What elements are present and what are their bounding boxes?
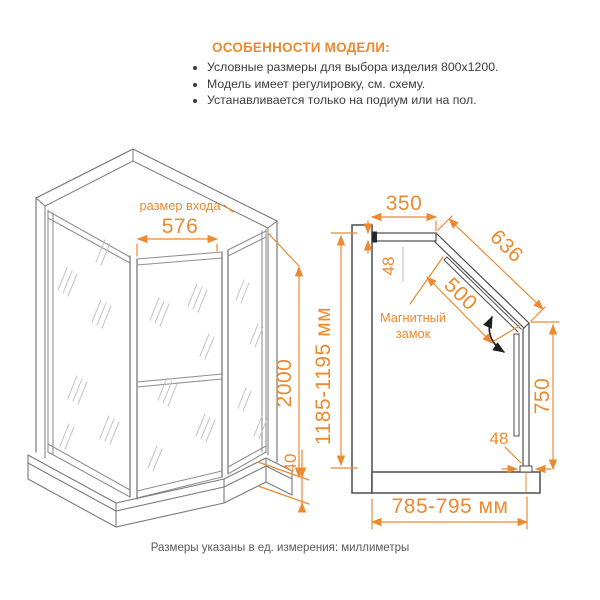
dim-height: 2000 bbox=[273, 358, 296, 408]
dim-entrance-width: 576 bbox=[161, 215, 199, 238]
feature-item: • Условные размеры для выбора изделия 800x1200. bbox=[207, 59, 580, 76]
iso-view bbox=[28, 149, 309, 527]
magnetic-lock-label: замок bbox=[395, 326, 431, 341]
door-swing-arrow bbox=[489, 317, 504, 352]
iso-glass-hatching bbox=[58, 240, 267, 471]
iso-back-walls bbox=[36, 149, 277, 462]
dim-base-height: 40 bbox=[281, 453, 300, 473]
entrance-size-label: размер входа bbox=[139, 198, 221, 213]
dim-wall-segment: 350 bbox=[385, 192, 423, 215]
iso-glass-frames bbox=[48, 210, 266, 499]
dim-diagonal-opening: 636 bbox=[485, 225, 528, 268]
feature-item: • Модель имеет регулировку, см. схему. bbox=[207, 76, 580, 93]
units-note: Размеры указаны в ед. измерения: миллиметры bbox=[150, 542, 410, 554]
dim-profile-bottom: 48 bbox=[489, 429, 509, 448]
dim-width-range: 785-795 мм bbox=[391, 495, 509, 518]
feature-item: • Устанавливается только на подиум или на пол. bbox=[207, 92, 580, 109]
dim-door-width: 500 bbox=[439, 273, 482, 316]
dim-depth-range: 1185-1195 мм bbox=[312, 306, 335, 446]
iso-base-podium bbox=[28, 455, 292, 527]
plan-view bbox=[312, 192, 559, 529]
dim-side-depth: 750 bbox=[531, 377, 554, 415]
features-title: ОСОБЕННОСТИ МОДЕЛИ: bbox=[212, 40, 390, 55]
dim-profile-top: 48 bbox=[379, 256, 398, 276]
magnetic-lock-label: Магнитный bbox=[379, 310, 447, 325]
